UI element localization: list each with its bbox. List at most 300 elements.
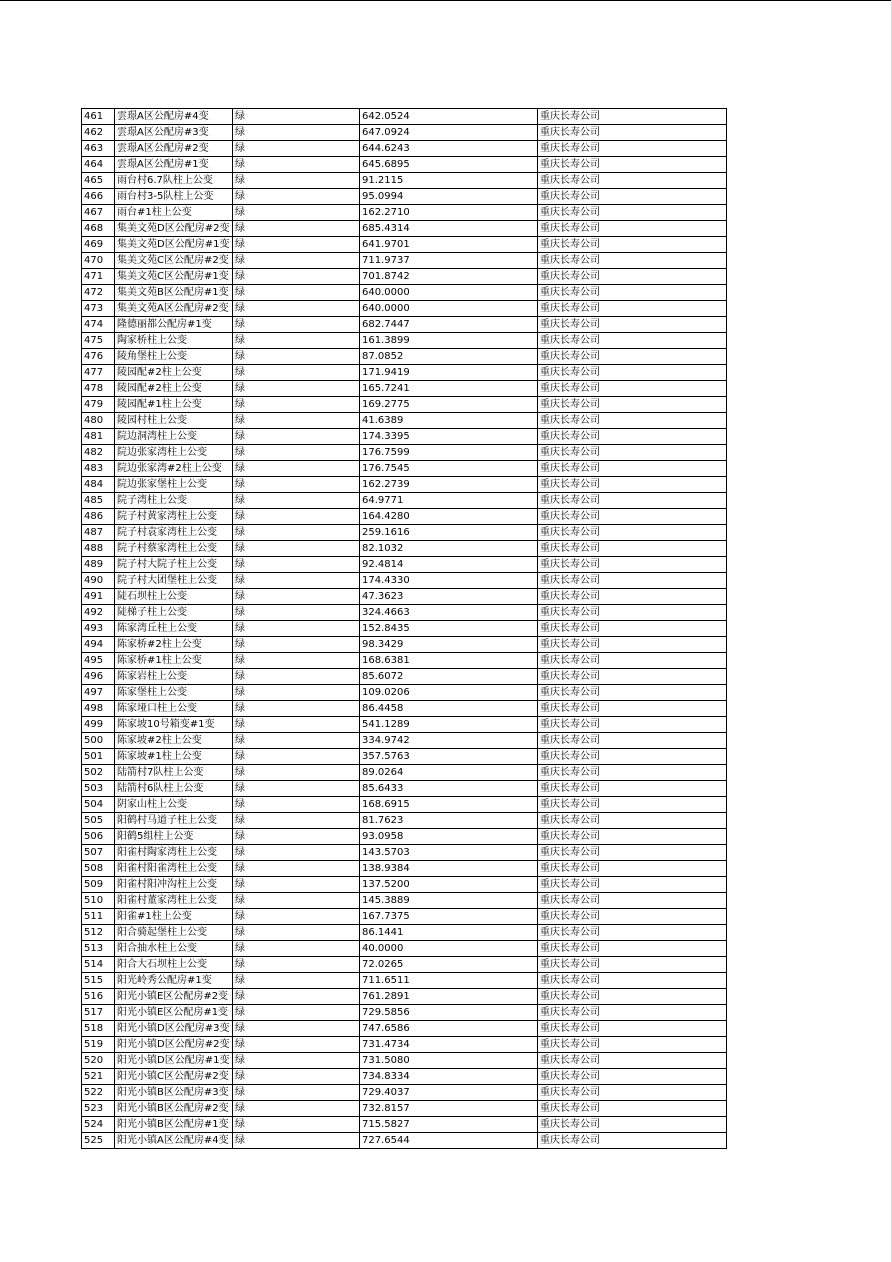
- company-cell: 重庆长寿公司: [538, 189, 727, 205]
- table-row: [82, 429, 727, 445]
- name-cell: 陈家垭口柱上公变: [115, 701, 233, 717]
- table-row: [82, 285, 727, 301]
- name-cell: 陈家坡#2柱上公变: [115, 733, 233, 749]
- type-cell: 绿: [233, 621, 360, 637]
- company-cell: 重庆长寿公司: [538, 333, 727, 349]
- name-cell: 雲璟A区公配房#2变: [115, 141, 233, 157]
- type-cell: 绿: [233, 749, 360, 765]
- row-number-cell: 474: [82, 317, 115, 333]
- company-cell: 重庆长寿公司: [538, 861, 727, 877]
- value-cell: 647.0924: [360, 125, 538, 141]
- table-row: [82, 973, 727, 989]
- company-cell: 重庆长寿公司: [538, 989, 727, 1005]
- table-row: [82, 541, 727, 557]
- table-row: [82, 1037, 727, 1053]
- row-number-cell: 525: [82, 1133, 115, 1149]
- row-number-cell: 489: [82, 557, 115, 573]
- row-number-cell: 522: [82, 1085, 115, 1101]
- name-cell: 陵园配#2柱上公变: [115, 381, 233, 397]
- row-number-cell: 467: [82, 205, 115, 221]
- type-cell: 绿: [233, 989, 360, 1005]
- company-cell: 重庆长寿公司: [538, 829, 727, 845]
- company-cell: 重庆长寿公司: [538, 493, 727, 509]
- company-cell: 重庆长寿公司: [538, 1005, 727, 1021]
- company-cell: 重庆长寿公司: [538, 381, 727, 397]
- table-row: [82, 1133, 727, 1149]
- name-cell: 陈家坡10号箱变#1变: [115, 717, 233, 733]
- value-cell: 176.7545: [360, 461, 538, 477]
- type-cell: 绿: [233, 909, 360, 925]
- row-number-cell: 468: [82, 221, 115, 237]
- value-cell: 732.8157: [360, 1101, 538, 1117]
- row-number-cell: 506: [82, 829, 115, 845]
- type-cell: 绿: [233, 701, 360, 717]
- table-row: [82, 269, 727, 285]
- company-cell: 重庆长寿公司: [538, 685, 727, 701]
- value-cell: 715.5827: [360, 1117, 538, 1133]
- value-cell: 98.3429: [360, 637, 538, 653]
- table-row: [82, 253, 727, 269]
- value-cell: 138.9384: [360, 861, 538, 877]
- table-row: [82, 445, 727, 461]
- table-row: [82, 893, 727, 909]
- type-cell: 绿: [233, 861, 360, 877]
- name-cell: 阳雀村阳冲沟柱上公变: [115, 877, 233, 893]
- name-cell: 阳光小镇C区公配房#2变: [115, 1069, 233, 1085]
- company-cell: 重庆长寿公司: [538, 957, 727, 973]
- name-cell: 阳合抽水柱上公变: [115, 941, 233, 957]
- type-cell: 绿: [233, 877, 360, 893]
- company-cell: 重庆长寿公司: [538, 365, 727, 381]
- value-cell: 162.2739: [360, 477, 538, 493]
- company-cell: 重庆长寿公司: [538, 669, 727, 685]
- table-row: [82, 877, 727, 893]
- name-cell: 阳光小镇D区公配房#1变: [115, 1053, 233, 1069]
- type-cell: 绿: [233, 685, 360, 701]
- name-cell: 阳鹤5组柱上公变: [115, 829, 233, 845]
- row-number-cell: 503: [82, 781, 115, 797]
- name-cell: 院边洞湾柱上公变: [115, 429, 233, 445]
- row-number-cell: 505: [82, 813, 115, 829]
- name-cell: 阳光小镇B区公配房#3变: [115, 1085, 233, 1101]
- type-cell: 绿: [233, 269, 360, 285]
- company-cell: 重庆长寿公司: [538, 605, 727, 621]
- row-number-cell: 494: [82, 637, 115, 653]
- table-row: [82, 141, 727, 157]
- row-number-cell: 516: [82, 989, 115, 1005]
- company-cell: 重庆长寿公司: [538, 541, 727, 557]
- row-number-cell: 466: [82, 189, 115, 205]
- name-cell: 陵园村柱上公变: [115, 413, 233, 429]
- company-cell: 重庆长寿公司: [538, 909, 727, 925]
- company-cell: 重庆长寿公司: [538, 733, 727, 749]
- row-number-cell: 518: [82, 1021, 115, 1037]
- value-cell: 685.4314: [360, 221, 538, 237]
- type-cell: 绿: [233, 493, 360, 509]
- name-cell: 陵园配#1柱上公变: [115, 397, 233, 413]
- type-cell: 绿: [233, 461, 360, 477]
- row-number-cell: 469: [82, 237, 115, 253]
- company-cell: 重庆长寿公司: [538, 1069, 727, 1085]
- value-cell: 701.8742: [360, 269, 538, 285]
- table-row: [82, 525, 727, 541]
- row-number-cell: 479: [82, 397, 115, 413]
- name-cell: 院子湾柱上公变: [115, 493, 233, 509]
- company-cell: 重庆长寿公司: [538, 349, 727, 365]
- value-cell: 169.2775: [360, 397, 538, 413]
- company-cell: 重庆长寿公司: [538, 877, 727, 893]
- row-number-cell: 463: [82, 141, 115, 157]
- value-cell: 164.4280: [360, 509, 538, 525]
- value-cell: 729.4037: [360, 1085, 538, 1101]
- table-row: [82, 1101, 727, 1117]
- company-cell: 重庆长寿公司: [538, 429, 727, 445]
- value-cell: 731.5080: [360, 1053, 538, 1069]
- company-cell: 重庆长寿公司: [538, 461, 727, 477]
- company-cell: 重庆长寿公司: [538, 589, 727, 605]
- row-number-cell: 495: [82, 653, 115, 669]
- company-cell: 重庆长寿公司: [538, 941, 727, 957]
- row-number-cell: 502: [82, 765, 115, 781]
- type-cell: 绿: [233, 669, 360, 685]
- row-number-cell: 519: [82, 1037, 115, 1053]
- company-cell: 重庆长寿公司: [538, 141, 727, 157]
- name-cell: 陆箭村7队柱上公变: [115, 765, 233, 781]
- type-cell: 绿: [233, 733, 360, 749]
- name-cell: 阴家山柱上公变: [115, 797, 233, 813]
- value-cell: 171.9419: [360, 365, 538, 381]
- value-cell: 41.6389: [360, 413, 538, 429]
- table-row: [82, 333, 727, 349]
- type-cell: 绿: [233, 1085, 360, 1101]
- value-cell: 761.2891: [360, 989, 538, 1005]
- company-cell: 重庆长寿公司: [538, 557, 727, 573]
- company-cell: 重庆长寿公司: [538, 445, 727, 461]
- row-number-cell: 517: [82, 1005, 115, 1021]
- value-cell: 64.9771: [360, 493, 538, 509]
- type-cell: 绿: [233, 509, 360, 525]
- name-cell: 集美文苑D区公配房#1变: [115, 237, 233, 253]
- type-cell: 绿: [233, 301, 360, 317]
- company-cell: 重庆长寿公司: [538, 717, 727, 733]
- company-cell: 重庆长寿公司: [538, 173, 727, 189]
- company-cell: 重庆长寿公司: [538, 1053, 727, 1069]
- row-number-cell: 496: [82, 669, 115, 685]
- name-cell: 集美文苑C区公配房#1变: [115, 269, 233, 285]
- row-number-cell: 485: [82, 493, 115, 509]
- value-cell: 167.7375: [360, 909, 538, 925]
- value-cell: 731.4734: [360, 1037, 538, 1053]
- value-cell: 334.9742: [360, 733, 538, 749]
- row-number-cell: 461: [82, 109, 115, 125]
- name-cell: 院子村大院子柱上公变: [115, 557, 233, 573]
- value-cell: 86.4458: [360, 701, 538, 717]
- type-cell: 绿: [233, 637, 360, 653]
- value-cell: 109.0206: [360, 685, 538, 701]
- company-cell: 重庆长寿公司: [538, 973, 727, 989]
- company-cell: 重庆长寿公司: [538, 477, 727, 493]
- table-row: [82, 1117, 727, 1133]
- name-cell: 雨台村3-5队柱上公变: [115, 189, 233, 205]
- row-number-cell: 512: [82, 925, 115, 941]
- type-cell: 绿: [233, 253, 360, 269]
- name-cell: 阳光岭秀公配房#1变: [115, 973, 233, 989]
- value-cell: 174.4330: [360, 573, 538, 589]
- table-row: [82, 301, 727, 317]
- table-row: [82, 381, 727, 397]
- value-cell: 729.5856: [360, 1005, 538, 1021]
- data-table: [81, 108, 727, 1149]
- row-number-cell: 464: [82, 157, 115, 173]
- table-row: [82, 733, 727, 749]
- row-number-cell: 462: [82, 125, 115, 141]
- row-number-cell: 483: [82, 461, 115, 477]
- name-cell: 雲璟A区公配房#3变: [115, 125, 233, 141]
- value-cell: 640.0000: [360, 301, 538, 317]
- table-row: [82, 909, 727, 925]
- name-cell: 阳光小镇B区公配房#2变: [115, 1101, 233, 1117]
- company-cell: 重庆长寿公司: [538, 317, 727, 333]
- row-number-cell: 501: [82, 749, 115, 765]
- company-cell: 重庆长寿公司: [538, 237, 727, 253]
- row-number-cell: 473: [82, 301, 115, 317]
- company-cell: 重庆长寿公司: [538, 509, 727, 525]
- table-row: [82, 1085, 727, 1101]
- value-cell: 682.7447: [360, 317, 538, 333]
- type-cell: 绿: [233, 317, 360, 333]
- table-row: [82, 1069, 727, 1085]
- type-cell: 绿: [233, 589, 360, 605]
- type-cell: 绿: [233, 413, 360, 429]
- name-cell: 陵园配#2柱上公变: [115, 365, 233, 381]
- company-cell: 重庆长寿公司: [538, 893, 727, 909]
- name-cell: 阳合大石坝柱上公变: [115, 957, 233, 973]
- table-row: [82, 621, 727, 637]
- name-cell: 阳雀村陶家湾柱上公变: [115, 845, 233, 861]
- company-cell: 重庆长寿公司: [538, 797, 727, 813]
- type-cell: 绿: [233, 1133, 360, 1149]
- company-cell: 重庆长寿公司: [538, 285, 727, 301]
- type-cell: 绿: [233, 237, 360, 253]
- value-cell: 85.6072: [360, 669, 538, 685]
- type-cell: 绿: [233, 349, 360, 365]
- row-number-cell: 482: [82, 445, 115, 461]
- row-number-cell: 509: [82, 877, 115, 893]
- company-cell: 重庆长寿公司: [538, 1085, 727, 1101]
- value-cell: 644.6243: [360, 141, 538, 157]
- table-row: [82, 173, 727, 189]
- name-cell: 集美文苑C区公配房#2变: [115, 253, 233, 269]
- name-cell: 院子村大团堡柱上公变: [115, 573, 233, 589]
- table-row: [82, 861, 727, 877]
- table-row: [82, 685, 727, 701]
- type-cell: 绿: [233, 653, 360, 669]
- name-cell: 院边张家湾柱上公变: [115, 445, 233, 461]
- value-cell: 324.4663: [360, 605, 538, 621]
- name-cell: 阳鹤村马道子柱上公变: [115, 813, 233, 829]
- value-cell: 174.3395: [360, 429, 538, 445]
- name-cell: 陈家桥#2柱上公变: [115, 637, 233, 653]
- row-number-cell: 511: [82, 909, 115, 925]
- row-number-cell: 493: [82, 621, 115, 637]
- name-cell: 陶家桥柱上公变: [115, 333, 233, 349]
- value-cell: 734.8334: [360, 1069, 538, 1085]
- type-cell: 绿: [233, 829, 360, 845]
- company-cell: 重庆长寿公司: [538, 637, 727, 653]
- type-cell: 绿: [233, 1117, 360, 1133]
- value-cell: 143.5703: [360, 845, 538, 861]
- type-cell: 绿: [233, 333, 360, 349]
- name-cell: 阳光小镇E区公配房#2变: [115, 989, 233, 1005]
- value-cell: 72.0265: [360, 957, 538, 973]
- row-number-cell: 514: [82, 957, 115, 973]
- value-cell: 168.6381: [360, 653, 538, 669]
- type-cell: 绿: [233, 1101, 360, 1117]
- type-cell: 绿: [233, 1069, 360, 1085]
- table-body: [82, 109, 727, 1149]
- company-cell: 重庆长寿公司: [538, 781, 727, 797]
- value-cell: 162.2710: [360, 205, 538, 221]
- company-cell: 重庆长寿公司: [538, 1117, 727, 1133]
- name-cell: 院边张家湾#2柱上公变: [115, 461, 233, 477]
- row-number-cell: 510: [82, 893, 115, 909]
- type-cell: 绿: [233, 797, 360, 813]
- row-number-cell: 487: [82, 525, 115, 541]
- name-cell: 院子村黄家湾柱上公变: [115, 509, 233, 525]
- row-number-cell: 523: [82, 1101, 115, 1117]
- name-cell: 陡石坝柱上公变: [115, 589, 233, 605]
- value-cell: 161.3899: [360, 333, 538, 349]
- value-cell: 91.2115: [360, 173, 538, 189]
- name-cell: 雲璟A区公配房#1变: [115, 157, 233, 173]
- row-number-cell: 524: [82, 1117, 115, 1133]
- name-cell: 阳合骑起堡柱上公变: [115, 925, 233, 941]
- row-number-cell: 480: [82, 413, 115, 429]
- company-cell: 重庆长寿公司: [538, 221, 727, 237]
- company-cell: 重庆长寿公司: [538, 621, 727, 637]
- name-cell: 阳光小镇A区公配房#4变: [115, 1133, 233, 1149]
- company-cell: 重庆长寿公司: [538, 653, 727, 669]
- type-cell: 绿: [233, 109, 360, 125]
- row-number-cell: 486: [82, 509, 115, 525]
- type-cell: 绿: [233, 525, 360, 541]
- type-cell: 绿: [233, 557, 360, 573]
- table-row: [82, 573, 727, 589]
- type-cell: 绿: [233, 381, 360, 397]
- table-row: [82, 781, 727, 797]
- value-cell: 81.7623: [360, 813, 538, 829]
- company-cell: 重庆长寿公司: [538, 925, 727, 941]
- value-cell: 165.7241: [360, 381, 538, 397]
- name-cell: 陵角堡柱上公变: [115, 349, 233, 365]
- name-cell: 隆德丽都公配房#1变: [115, 317, 233, 333]
- row-number-cell: 477: [82, 365, 115, 381]
- value-cell: 747.6586: [360, 1021, 538, 1037]
- type-cell: 绿: [233, 221, 360, 237]
- type-cell: 绿: [233, 893, 360, 909]
- table-row: [82, 317, 727, 333]
- name-cell: 院子村蔡家湾柱上公变: [115, 541, 233, 557]
- table-row: [82, 925, 727, 941]
- row-number-cell: 500: [82, 733, 115, 749]
- name-cell: 阳雀村董家湾柱上公变: [115, 893, 233, 909]
- type-cell: 绿: [233, 781, 360, 797]
- type-cell: 绿: [233, 813, 360, 829]
- row-number-cell: 515: [82, 973, 115, 989]
- row-number-cell: 488: [82, 541, 115, 557]
- company-cell: 重庆长寿公司: [538, 1021, 727, 1037]
- row-number-cell: 492: [82, 605, 115, 621]
- name-cell: 阳光小镇D区公配房#2变: [115, 1037, 233, 1053]
- table-row: [82, 813, 727, 829]
- table-row: [82, 413, 727, 429]
- type-cell: 绿: [233, 445, 360, 461]
- table-row: [82, 557, 727, 573]
- company-cell: 重庆长寿公司: [538, 157, 727, 173]
- table-row: [82, 637, 727, 653]
- company-cell: 重庆长寿公司: [538, 1037, 727, 1053]
- company-cell: 重庆长寿公司: [538, 765, 727, 781]
- value-cell: 641.9701: [360, 237, 538, 253]
- name-cell: 阳雀#1柱上公变: [115, 909, 233, 925]
- value-cell: 541.1289: [360, 717, 538, 733]
- value-cell: 95.0994: [360, 189, 538, 205]
- row-number-cell: 504: [82, 797, 115, 813]
- company-cell: 重庆长寿公司: [538, 269, 727, 285]
- value-cell: 711.6511: [360, 973, 538, 989]
- table-row: [82, 829, 727, 845]
- table-row: [82, 205, 727, 221]
- table-row: [82, 989, 727, 1005]
- name-cell: 雨台村6.7队柱上公变: [115, 173, 233, 189]
- value-cell: 92.4814: [360, 557, 538, 573]
- name-cell: 陈家坡#1柱上公变: [115, 749, 233, 765]
- type-cell: 绿: [233, 1005, 360, 1021]
- row-number-cell: 508: [82, 861, 115, 877]
- name-cell: 雲璟A区公配房#4变: [115, 109, 233, 125]
- value-cell: 640.0000: [360, 285, 538, 301]
- table-row: [82, 1053, 727, 1069]
- type-cell: 绿: [233, 925, 360, 941]
- value-cell: 87.0852: [360, 349, 538, 365]
- table-row: [82, 477, 727, 493]
- row-number-cell: 476: [82, 349, 115, 365]
- table-row: [82, 397, 727, 413]
- type-cell: 绿: [233, 1037, 360, 1053]
- company-cell: 重庆长寿公司: [538, 125, 727, 141]
- table-row: [82, 941, 727, 957]
- value-cell: 168.6915: [360, 797, 538, 813]
- page-top-border: [0, 0, 892, 1]
- row-number-cell: 521: [82, 1069, 115, 1085]
- value-cell: 711.9737: [360, 253, 538, 269]
- type-cell: 绿: [233, 125, 360, 141]
- row-number-cell: 491: [82, 589, 115, 605]
- table-row: [82, 157, 727, 173]
- company-cell: 重庆长寿公司: [538, 253, 727, 269]
- name-cell: 陡梯子柱上公变: [115, 605, 233, 621]
- value-cell: 259.1616: [360, 525, 538, 541]
- table-row: [82, 125, 727, 141]
- value-cell: 357.5763: [360, 749, 538, 765]
- company-cell: 重庆长寿公司: [538, 701, 727, 717]
- type-cell: 绿: [233, 957, 360, 973]
- company-cell: 重庆长寿公司: [538, 397, 727, 413]
- value-cell: 82.1032: [360, 541, 538, 557]
- company-cell: 重庆长寿公司: [538, 1133, 727, 1149]
- value-cell: 145.3889: [360, 893, 538, 909]
- table-row: [82, 509, 727, 525]
